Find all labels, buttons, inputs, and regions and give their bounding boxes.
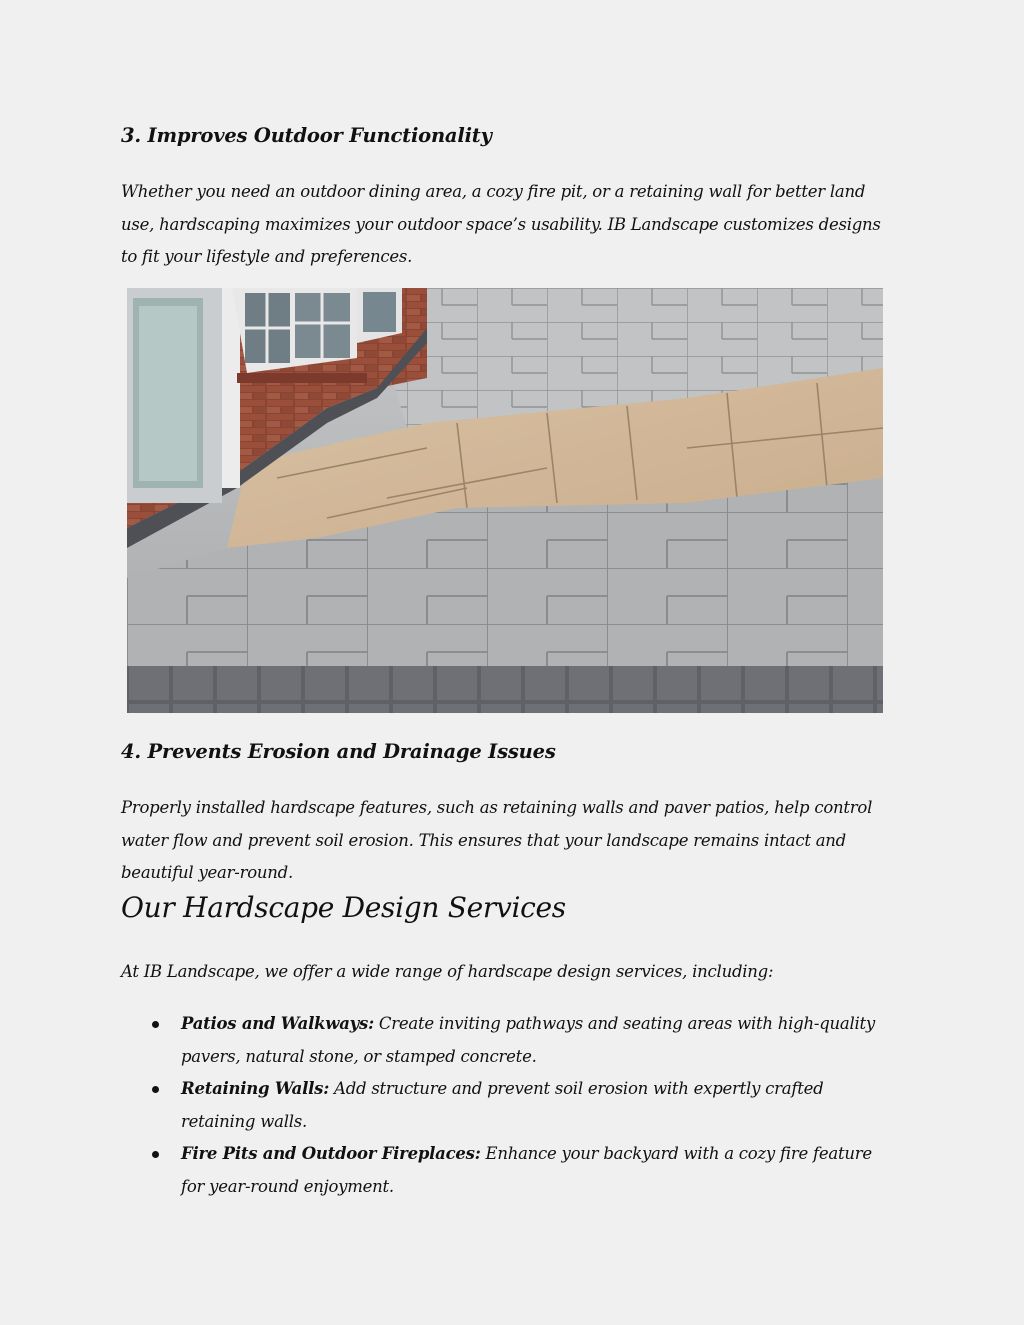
list-item (121, 1073, 891, 1138)
bullet-icon (152, 1151, 159, 1158)
list-item (121, 1008, 891, 1073)
services-list (121, 1008, 891, 1203)
bullet-icon (152, 1086, 159, 1093)
service-title: Patios and Walkways: (181, 1014, 374, 1033)
section-4-heading: 4. Prevents Erosion and Drainage Issues (121, 740, 556, 763)
section-4-body: Properly installed hardscape features, such as retaining walls and paver patios, help control water flow and prevent soil erosion. This ensures that your landscape remains intact and beautiful year-round. (121, 798, 873, 882)
service-text: Create inviting pathways and seating areas with high-quality pavers, natural stone, or stamped concrete. (181, 1014, 875, 1066)
service-title: Retaining Walls: (181, 1079, 330, 1098)
patio-photo (127, 288, 883, 713)
section-3-heading: 3. Improves Outdoor Functionality (121, 124, 492, 147)
services-intro: At IB Landscape, we offer a wide range of hardscape design services, including: (121, 962, 774, 981)
service-text: Add structure and prevent soil erosion with expertly crafted retaining walls. (181, 1079, 824, 1131)
section-3-body: Whether you need an outdoor dining area, a cozy fire pit, or a retaining wall for better land use, hardscaping maximizes your outdoor space’s usability. IB Landscape customizes designs to fit your lifestyle and preferences. (121, 182, 881, 266)
service-text: Enhance your backyard with a cozy fire feature for year-round enjoyment. (181, 1144, 872, 1196)
bullet-icon (152, 1021, 159, 1028)
services-heading: Our Hardscape Design Services (121, 891, 566, 924)
list-item (121, 1138, 891, 1203)
service-title: Fire Pits and Outdoor Fireplaces: (181, 1144, 481, 1163)
